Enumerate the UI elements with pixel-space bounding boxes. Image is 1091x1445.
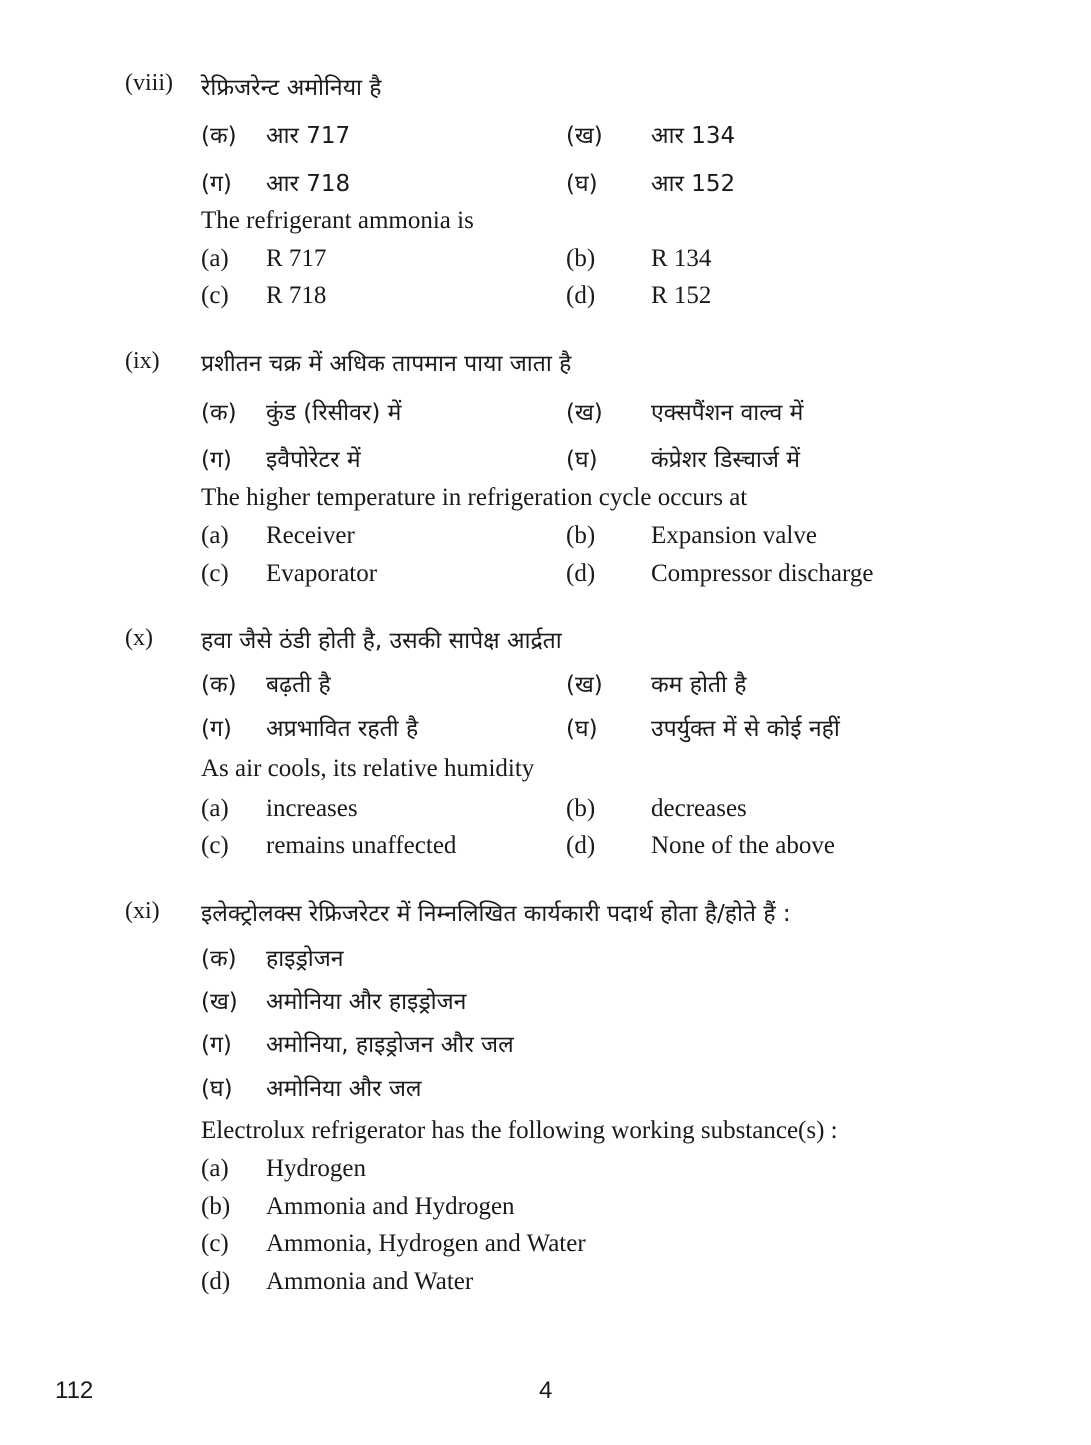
option-label: (ग) [201,716,232,742]
option-label: (b) [201,1193,231,1220]
option-label: (ग) [201,447,232,473]
option-label: (b) [566,522,596,549]
option-text: कंप्रेशर डिस्चार्ज में [651,447,801,473]
option-label: (d) [566,560,596,587]
option-text: अमोनिया और हाइड्रोजन [266,989,467,1015]
page-number: 4 [539,1377,553,1404]
option-text: increases [266,795,358,822]
option-label: (ख) [566,123,603,149]
option-text: decreases [651,795,747,822]
option-text: Compressor discharge [651,560,874,587]
option-text: Ammonia and Hydrogen [266,1193,515,1220]
option-label: (ग) [201,1032,232,1058]
option-label: (क) [201,400,237,426]
option-text: R 717 [266,245,327,272]
option-label: (क) [201,672,237,698]
option-text: कम होती है [651,672,747,698]
option-text: R 134 [651,245,712,272]
option-text: None of the above [651,832,835,859]
option-label: (d) [566,282,596,309]
paper-code: 112 [55,1377,94,1404]
option-text: R 718 [266,282,327,309]
option-label: (घ) [566,171,598,197]
option-label: (क) [201,123,237,149]
option-label: (c) [201,560,229,587]
option-text: आर 718 [266,171,351,197]
question-number: (x) [125,625,153,651]
option-label: (d) [201,1268,231,1295]
option-label: (c) [201,1230,229,1257]
option-text: बढ़ती है [266,672,331,698]
option-label: (ग) [201,171,232,197]
option-text: अमोनिया, हाइड्रोजन और जल [266,1032,514,1058]
option-label: (a) [201,522,229,549]
option-label: (c) [201,282,229,309]
option-text: उपर्युक्त में से कोई नहीं [651,716,840,742]
option-text: इवैपोरेटर में [266,447,361,473]
option-text: R 152 [651,282,712,309]
english-question-stem: The higher temperature in refrigeration cycle occurs at [201,484,748,511]
option-text: आर 717 [266,123,351,149]
option-text: Ammonia and Water [266,1268,474,1295]
english-question-stem: Electrolux refrigerator has the following working substance(s) : [201,1117,838,1144]
hindi-question-stem: रेफ्रिजरेन्ट अमोनिया है [201,75,382,101]
option-label: (ख) [566,400,603,426]
option-text: Receiver [266,522,355,549]
option-label: (a) [201,1155,229,1182]
option-text: Evaporator [266,560,378,587]
option-label: (c) [201,832,229,859]
option-text: अमोनिया और जल [266,1076,422,1102]
option-label: (क) [201,946,237,972]
option-label: (घ) [566,716,598,742]
question-number: (viii) [125,70,173,96]
option-text: एक्सपैंशन वाल्व में [651,400,804,426]
option-label: (a) [201,245,229,272]
option-text: हाइड्रोजन [266,946,344,972]
option-text: आर 152 [651,171,736,197]
option-label: (b) [566,245,596,272]
option-label: (घ) [201,1076,233,1102]
option-text: आर 134 [651,123,736,149]
question-number: (xi) [125,898,160,924]
option-label: (ख) [566,672,603,698]
option-text: Hydrogen [266,1155,366,1182]
question-number: (ix) [125,348,160,374]
option-text: Ammonia, Hydrogen and Water [266,1230,586,1257]
option-text: Expansion valve [651,522,817,549]
english-question-stem: The refrigerant ammonia is [201,207,474,234]
hindi-question-stem: प्रशीतन चक्र में अधिक तापमान पाया जाता है [201,351,572,377]
option-label: (d) [566,832,596,859]
option-label: (ख) [201,989,238,1015]
option-label: (घ) [566,447,598,473]
hindi-question-stem: इलेक्ट्रोलक्स रेफ्रिजरेटर में निम्नलिखित कार्यकारी पदार्थ होता है/होते हैं : [201,901,791,927]
option-label: (b) [566,795,596,822]
option-text: अप्रभावित रहती है [266,716,419,742]
hindi-question-stem: हवा जैसे ठंडी होती है, उसकी सापेक्ष आर्द्रता [201,628,562,654]
option-text: remains unaffected [266,832,457,859]
english-question-stem: As air cools, its relative humidity [201,755,535,782]
option-label: (a) [201,795,229,822]
option-text: कुंड (रिसीवर) में [266,400,402,426]
